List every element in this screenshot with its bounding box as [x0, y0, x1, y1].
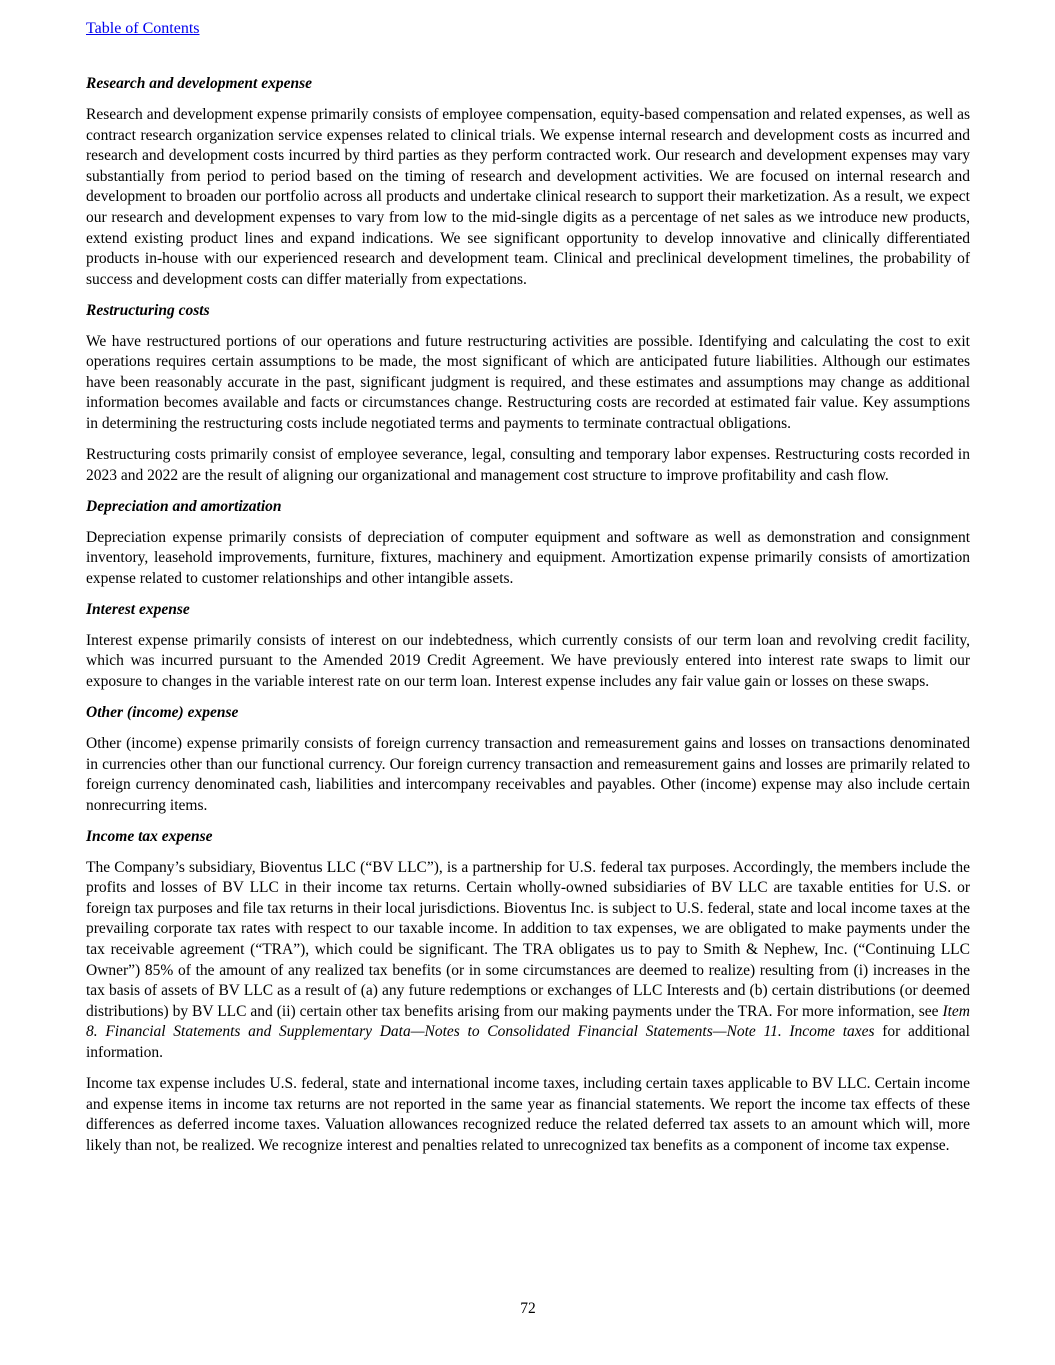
paragraph-depreciation-and-amortization: Depreciation expense primarily consists of depreciation of computer equipment and software as well as demonstration and consignment inventory, leasehold improvements, furniture, fixtures, machinery and equipment. Amortization expense primarily consists of amortization expense related to customer relationships and other intangible assets. [86, 528, 970, 587]
page-number: 72 [520, 1300, 536, 1317]
heading-income-tax-expense: Income tax expense [86, 827, 213, 845]
heading-research-and-development: Research and development expense [86, 75, 313, 92]
paragraph-research-and-development: Research and development expense primarily consists of employee compensation, equity-based compensation and related expenses, as well as contract research organization service expenses related to clinical trials. We expense internal research and development costs as incurred and research and development costs incurred by third parties as they perform contracted work. Our research and development expenses may vary substantially from period to period based on the timing of research and development activities. We are focused on internal research and development to broaden our portfolio across all products and undertake clinical research to support their marketization. As a result, we expect our research and development expenses to vary from low to the mid-single digits as a percentage of net sales as we introduce new products, extend existing product lines and expand indications. We see significant opportunity to develop innovative and clinically differentiated products in-house with our experienced research and development team. Clinical and preclinical development timelines, the probability of success and development costs can differ materially from expectations. [86, 105, 970, 288]
paragraph-income-tax-expense-1 [86, 858, 970, 1064]
heading-depreciation-and-amortization: Depreciation and amortization [86, 497, 282, 515]
paragraph-restructuring-costs-2: Restructuring costs primarily consist of employee severance, legal, consulting and temporary labor expenses. Restructuring costs recorded in 2023 and 2022 are the result of aligning our organizational and management cost structure to improve profitability and cash flow. [86, 446, 970, 484]
heading-restructuring-costs: Restructuring costs [86, 301, 210, 319]
document-body [86, 74, 970, 1167]
paragraph-interest-expense: Interest expense primarily consists of interest on our indebtedness, which currently consists of our term loan and revolving credit facility, which was incurred pursuant to the Amended 2019 Credit Agreement. We have previously entered into interest rate swaps to limit our exposure to changes in the variable interest rate on our term loan. Interest expense includes any fair value gain or losses on these swaps. [86, 631, 970, 690]
paragraph-other-income-expense: Other (income) expense primarily consists of foreign currency transaction and remeasurement gains and losses on transactions denominated in currencies other than our functional currency. Our foreign currency transaction and remeasurement gains and losses are primarily related to foreign currency denominated cash, liabilities and intercompany receivables and payables. Other (income) expense may also include certain nonrecurring items. [86, 734, 970, 814]
paragraph-income-tax-expense-2: Income tax expense includes U.S. federal, state and international income taxes, including certain taxes applicable to BV LLC. Certain income and expense items in income tax returns are not reported in the same year as financial statements. We report the income tax effects of these differences as deferred income taxes. Valuation allowances recognized reduce the related deferred tax assets to an amount which will, more likely than not, be realized. We recognize interest and penalties related to unrecognized tax benefits as a component of income tax expense. [86, 1075, 970, 1154]
table-of-contents-link[interactable]: Table of Contents [86, 20, 200, 37]
heading-interest-expense: Interest expense [86, 600, 190, 618]
income-tax-note-reference: Item 8. Financial Statements and Supplementary Data—Notes to Consolidated Financial Statements—Note 11. Income taxes [86, 1002, 970, 1041]
paragraph-restructuring-costs-1: We have restructured portions of our operations and future restructuring activities are possible. Identifying and calculating the cost to exit operations requires certain assumptions to be made, the most significant of which are anticipated future liabilities. Although our estimates have been reasonably accurate in the past, significant judgment is required, and these estimates and assumptions may change as additional information becomes available and facts or circumstances change. Restructuring costs are recorded at estimated fair value. Key assumptions in determining the restructuring costs include negotiated terms and payments to terminate contractual obligations. [86, 332, 970, 433]
income-tax-text-before-reference: The Company’s subsidiary, Bioventus LLC (“BV LLC”), is a partnership for U.S. federal tax purposes. Accordingly, the members include the profits and losses of BV LLC in their income tax returns. Certain wholly-owned subsidiaries of BV LLC are taxable entities for U.S. or foreign tax purposes and file tax returns in their local jurisdictions. Bioventus Inc. is subject to U.S. federal, state and local income taxes at the prevailing corporate tax rates with respect to our taxable income. In addition to tax expenses, we are obligated to make payments under the tax receivable agreement (“TRA”), which could be significant. The TRA obligates us to pay to Smith & Nephew, Inc. (“Continuing LLC Owner”) 85% of the amount of any realized tax benefits (or in some circumstances are deemed to realize) resulting from (i) increases in the tax basis of assets of BV LLC as a result of (a) any future redemptions or exchanges of LLC Interests and (b) certain distributions (or deemed distributions) by BV LLC and (ii) certain other tax benefits arising from our making payments under the TRA. For more information, see [86, 858, 970, 1020]
heading-other-income-expense: Other (income) expense [86, 703, 239, 721]
income-tax-text-after-reference: for additional information. [86, 1023, 970, 1062]
